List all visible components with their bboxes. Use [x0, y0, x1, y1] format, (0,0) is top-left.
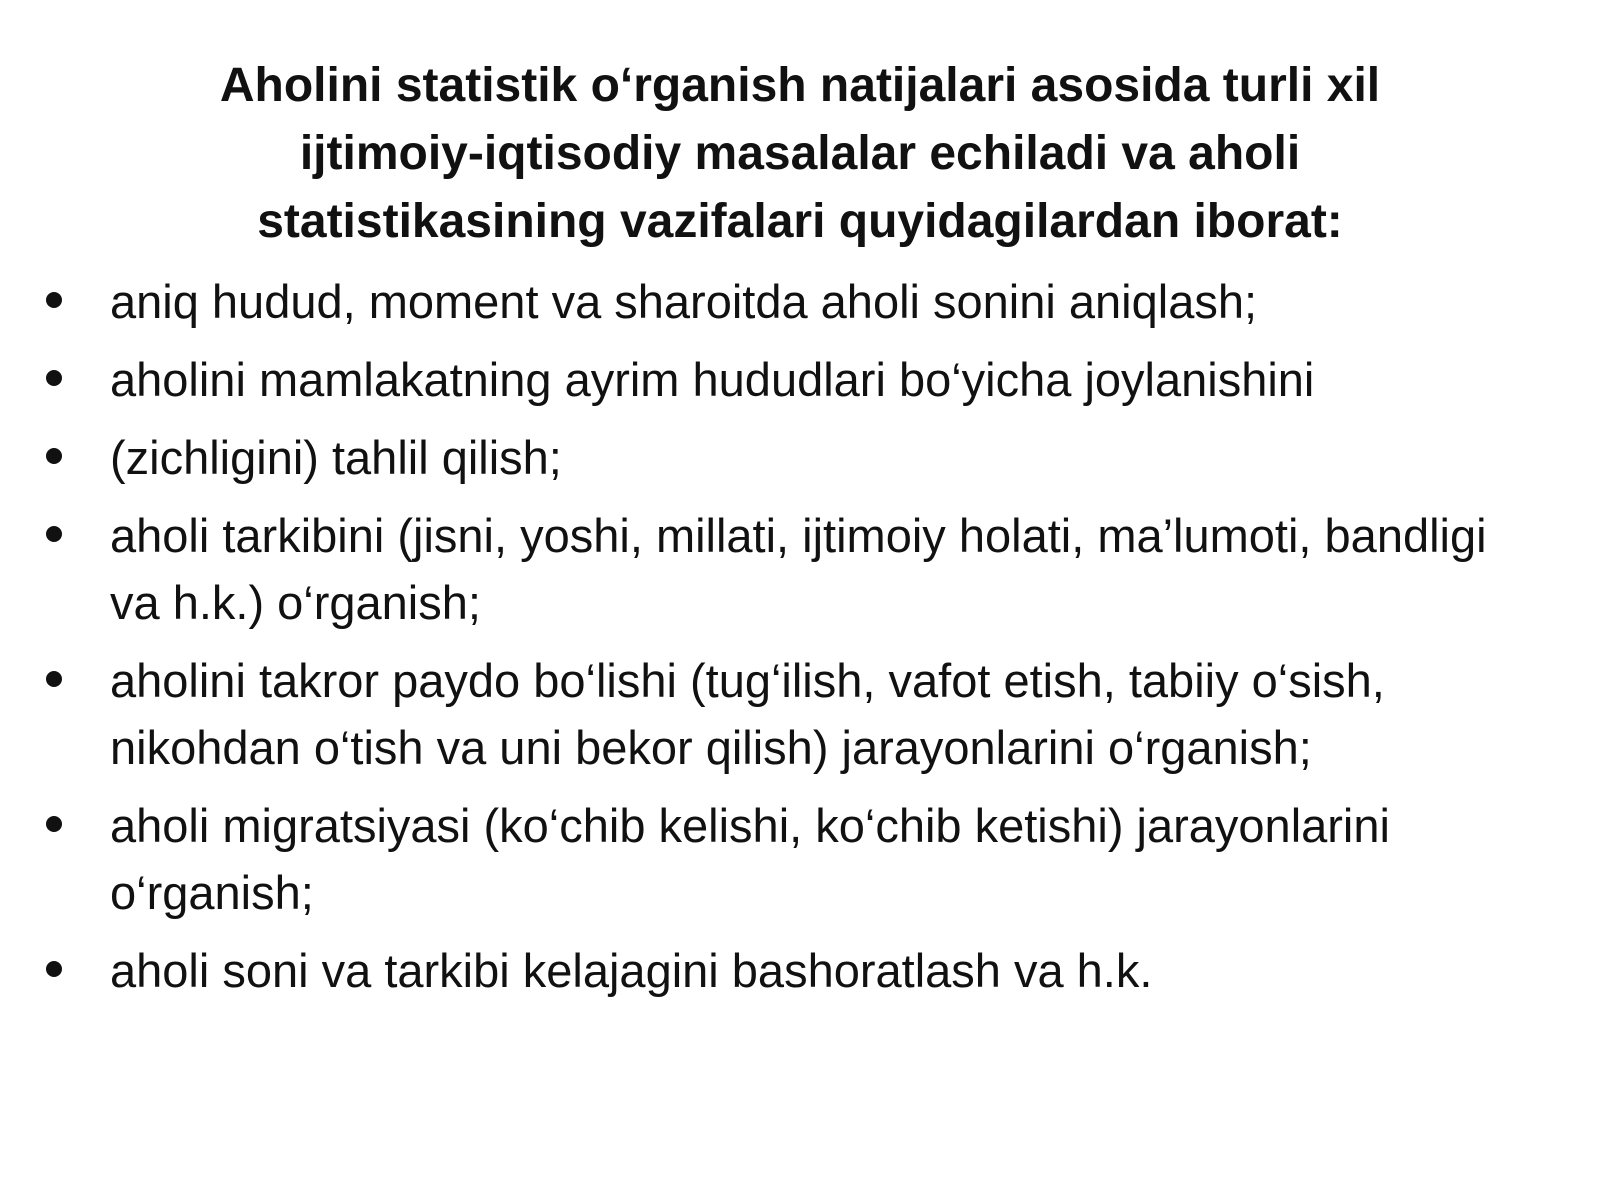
bullet-icon	[46, 816, 62, 832]
list-item	[0, 346, 1560, 413]
list-item	[0, 937, 1560, 1004]
bullet-icon	[46, 961, 62, 977]
list-item	[0, 792, 1560, 926]
bullet-icon	[46, 671, 62, 687]
list-item-text: aholi soni va tarkibi kelajagini bashoratlash va h.k.	[110, 944, 1153, 997]
bullet-icon	[46, 370, 62, 386]
list-item-text: aholi migratsiyasi (ko‘chib kelishi, ko‘chib ketishi) jarayonlarini o‘rganish;	[110, 799, 1390, 919]
slide-title: Aholini statistik o‘rganish natijalari asosida turli xil ijtimoiy-iqtisodiy masalalar echiladi va aholi statistikasining vazifalari quyidagilardan iborat:	[219, 59, 1381, 248]
list-item-text: aholini takror paydo bo‘lishi (tug‘ilish, vafot etish, tabiiy o‘sish, nikohdan o‘tish va uni bekor qilish) jarayonlarini o‘rganish;	[110, 654, 1385, 774]
list-item-text: aholini mamlakatning ayrim hududlari bo‘yicha joylanishini	[110, 353, 1315, 406]
list-item-text: aniq hudud, moment va sharoitda aholi sonini aniqlash;	[110, 275, 1258, 328]
list-item	[0, 424, 1560, 491]
bullet-icon	[46, 292, 62, 308]
bullet-list	[0, 268, 1560, 1015]
bullet-icon	[46, 526, 62, 542]
list-item-text: aholi tarkibini (jisni, yoshi, millati, ijtimoiy holati, ma’lumoti, bandligi va h.k.) o‘rganish;	[110, 509, 1487, 629]
list-item	[0, 502, 1560, 636]
list-item	[0, 647, 1560, 781]
bullet-icon	[46, 448, 62, 464]
list-item	[0, 268, 1560, 335]
list-item-text: (zichligini) tahlil qilish;	[110, 431, 562, 484]
